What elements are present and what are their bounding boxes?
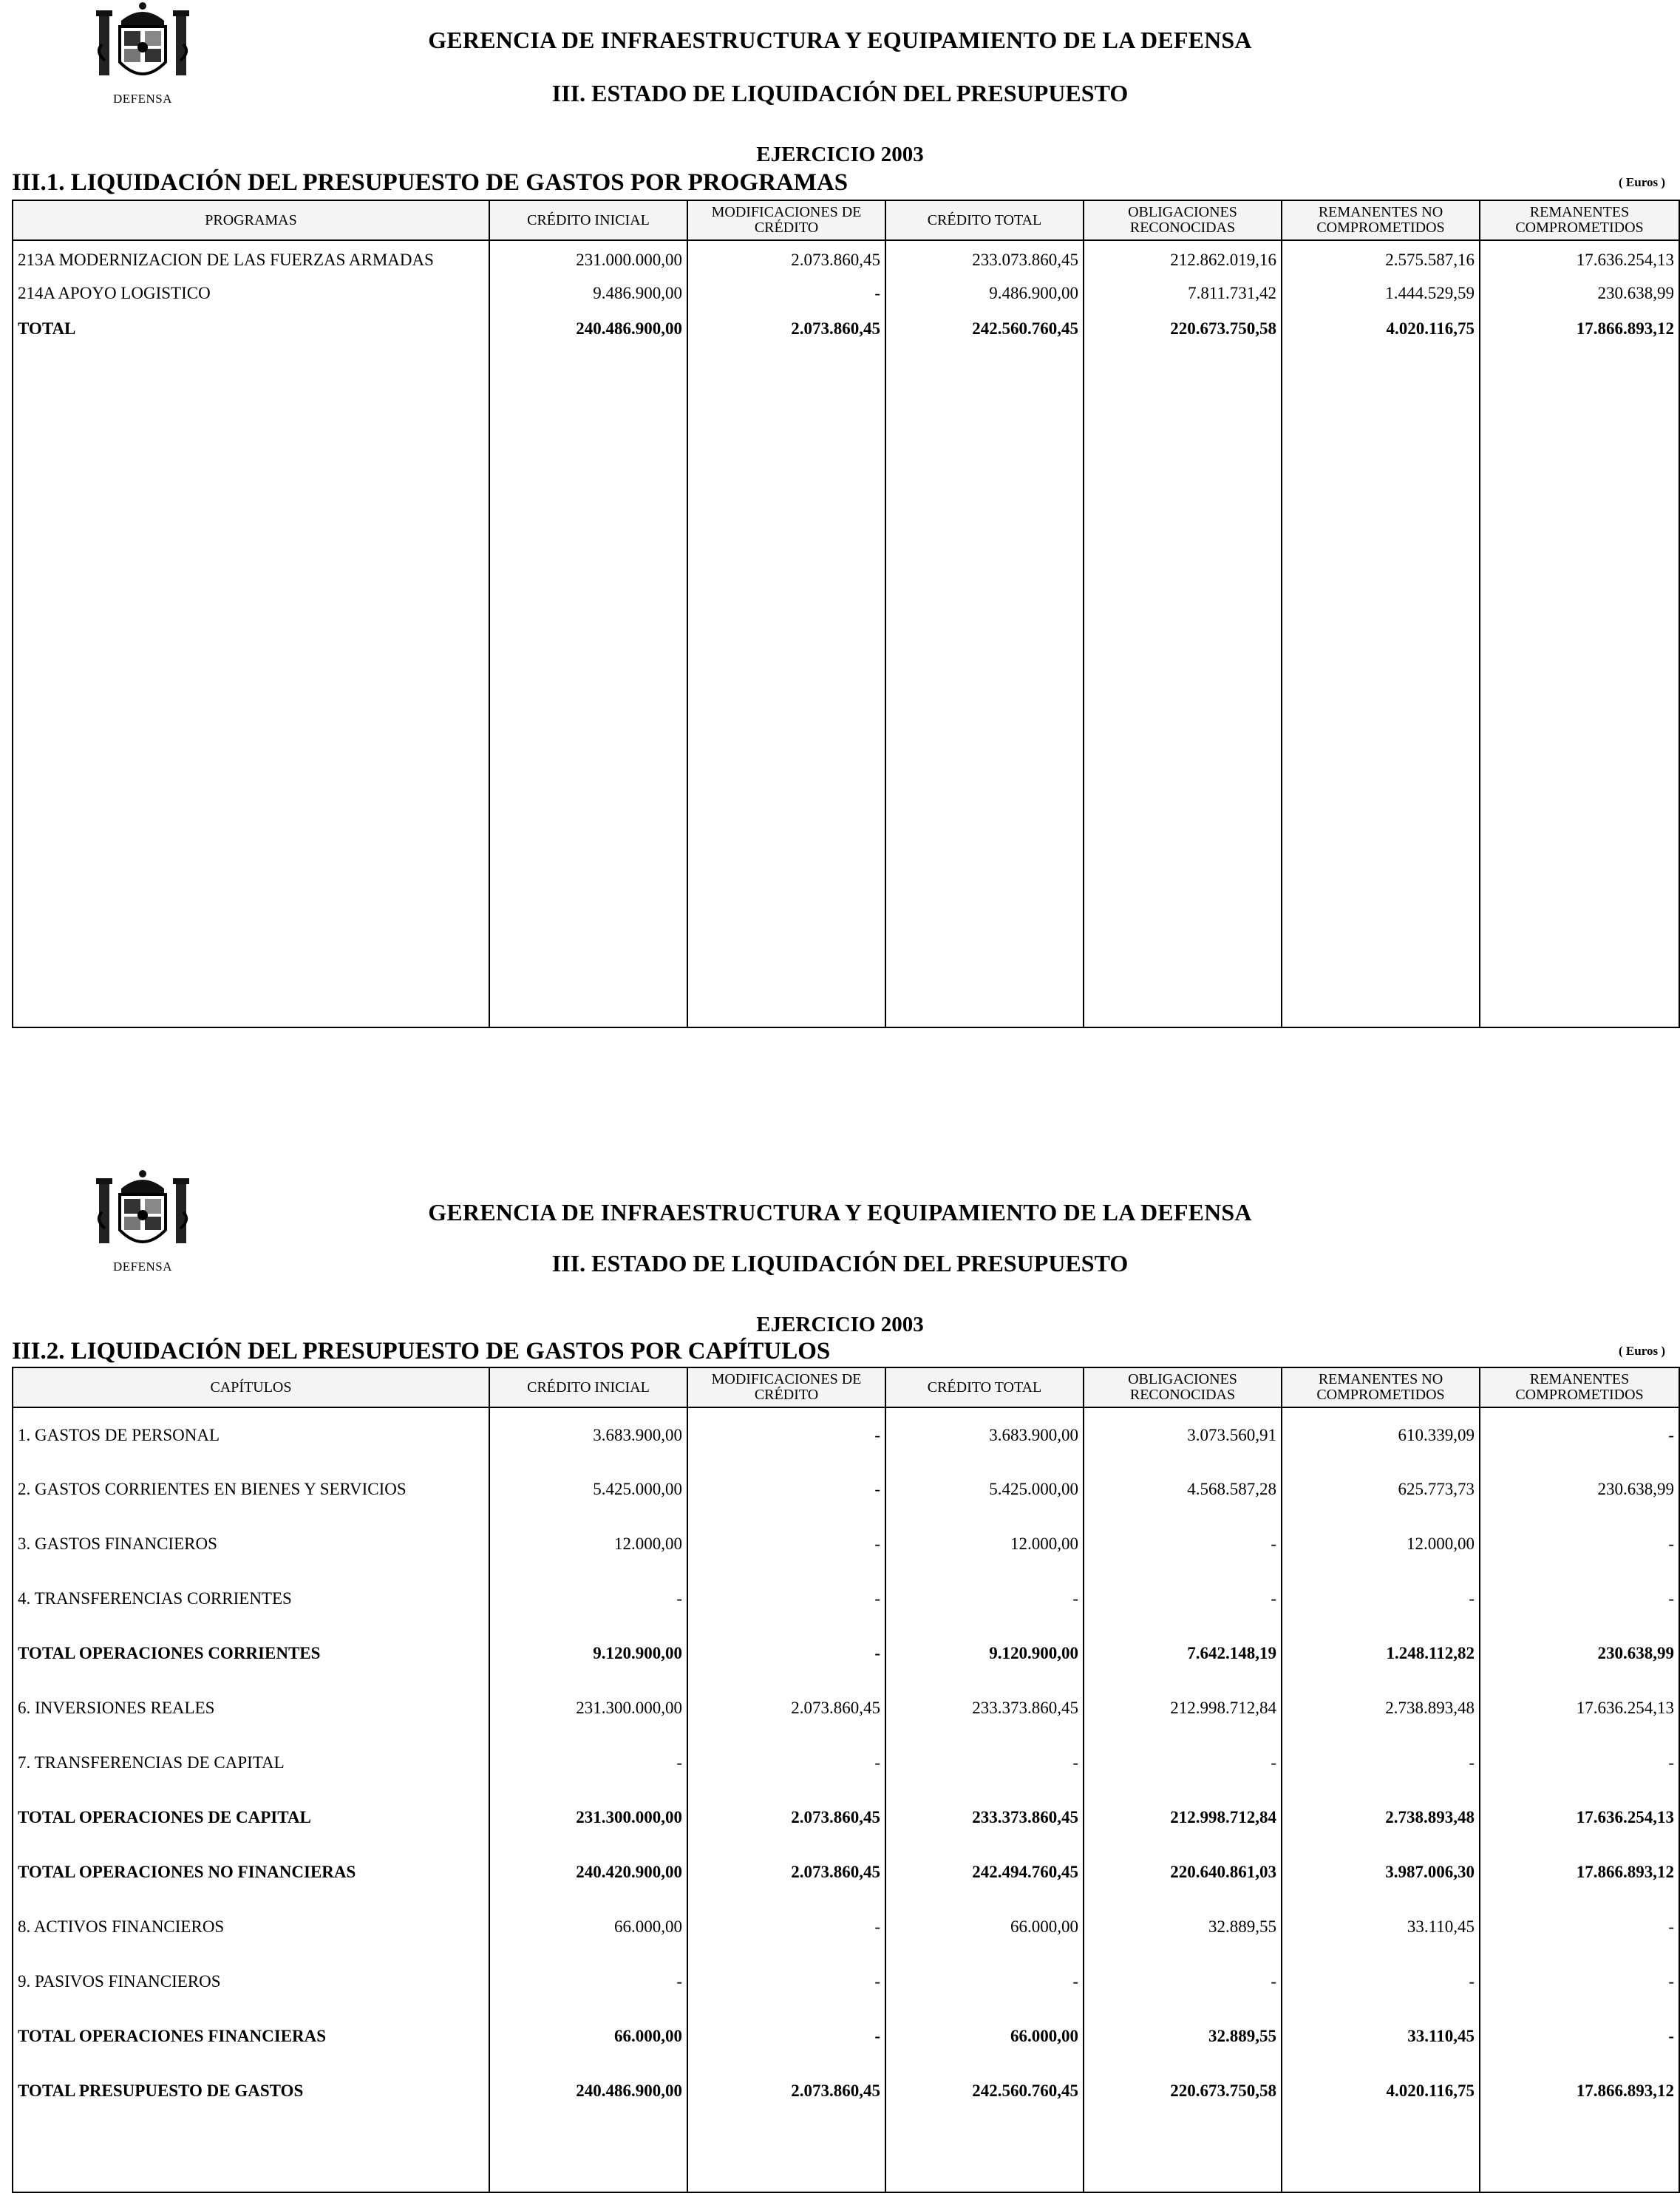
empty-cell xyxy=(1282,2118,1480,2192)
cell-value: 242.560.760,45 xyxy=(885,2064,1084,2118)
cell-value: - xyxy=(1084,1517,1282,1571)
cell-value: - xyxy=(489,1954,687,2009)
sub-title: III. ESTADO DE LIQUIDACIÓN DEL PRESUPUESTO xyxy=(551,80,1129,106)
cell-value: - xyxy=(1084,1954,1282,2009)
empty-cell xyxy=(1084,347,1282,1027)
row-label: 4. TRANSFERENCIAS CORRIENTES xyxy=(13,1571,489,1626)
cell-value: - xyxy=(885,1736,1084,1790)
cell-value: 12.000,00 xyxy=(1282,1517,1480,1571)
cell-value: 4.020.116,75 xyxy=(1282,311,1480,347)
cell-value: 12.000,00 xyxy=(489,1517,687,1571)
cell-value: - xyxy=(489,1571,687,1626)
cell-value: 3.683.900,00 xyxy=(885,1407,1084,1462)
cell-value: 9.486.900,00 xyxy=(489,276,687,311)
cell-value: - xyxy=(687,1571,885,1626)
row-label: 8. ACTIVOS FINANCIEROS xyxy=(13,1900,489,1954)
cell-value: 610.339,09 xyxy=(1282,1407,1480,1462)
cell-value: 212.998.712,84 xyxy=(1084,1790,1282,1845)
cell-value: 66.000,00 xyxy=(885,1900,1084,1954)
cell-value: 233.373.860,45 xyxy=(885,1681,1084,1736)
cell-value: - xyxy=(687,1462,885,1517)
logo-label: DEFENSA xyxy=(112,92,172,106)
empty-cell xyxy=(885,2118,1084,2192)
column-header: CAPÍTULOS xyxy=(13,1367,489,1407)
programas-page xyxy=(0,0,1680,1035)
cell-value: - xyxy=(1480,1571,1679,1626)
cell-value: 212.862.019,16 xyxy=(1084,240,1282,276)
row-label: TOTAL xyxy=(13,311,489,347)
cell-value: 1.248.112,82 xyxy=(1282,1626,1480,1681)
empty-cell xyxy=(687,347,885,1027)
cell-value: - xyxy=(1282,1571,1480,1626)
cell-value: 3.073.560,91 xyxy=(1084,1407,1282,1462)
row-label: 6. INVERSIONES REALES xyxy=(13,1681,489,1736)
cell-value: - xyxy=(1480,1900,1679,1954)
table-row xyxy=(13,276,1679,311)
empty-cell xyxy=(1480,347,1679,1027)
cell-value: 2.073.860,45 xyxy=(687,311,885,347)
cell-value: 3.987.006,30 xyxy=(1282,1845,1480,1900)
empty-cell xyxy=(1282,347,1480,1027)
cell-value: 33.110,45 xyxy=(1282,1900,1480,1954)
cell-value: - xyxy=(1480,1407,1679,1462)
capitulos-page xyxy=(0,1168,1680,2199)
row-label: TOTAL OPERACIONES CORRIENTES xyxy=(13,1626,489,1681)
cell-value: 5.425.000,00 xyxy=(489,1462,687,1517)
cell-value: - xyxy=(885,1954,1084,2009)
cell-value: 240.486.900,00 xyxy=(489,311,687,347)
row-label: TOTAL PRESUPUESTO DE GASTOS xyxy=(13,2064,489,2118)
cell-value: - xyxy=(687,1517,885,1571)
cell-value: 230.638,99 xyxy=(1480,1626,1679,1681)
column-header: CRÉDITO INICIAL xyxy=(489,1367,687,1407)
cell-value: 3.683.900,00 xyxy=(489,1407,687,1462)
filler-row xyxy=(13,2118,1679,2192)
table-row xyxy=(13,1900,1679,1954)
cell-value: 17.866.893,12 xyxy=(1480,1845,1679,1900)
cell-value: 231.300.000,00 xyxy=(489,1790,687,1845)
column-header: PROGRAMAS xyxy=(13,200,489,240)
cell-value: - xyxy=(1480,1954,1679,2009)
cell-value: - xyxy=(1480,1517,1679,1571)
org-title: GERENCIA DE INFRAESTRUCTURA Y EQUIPAMIENTO DE LA DEFENSA xyxy=(428,27,1252,53)
row-label: 1. GASTOS DE PERSONAL xyxy=(13,1407,489,1462)
cell-value: 17.866.893,12 xyxy=(1480,2064,1679,2118)
cell-value: 32.889,55 xyxy=(1084,2009,1282,2064)
cell-value: 220.673.750,58 xyxy=(1084,2064,1282,2118)
table-row xyxy=(13,240,1679,276)
cell-value: 2.073.860,45 xyxy=(687,1845,885,1900)
filler-row xyxy=(13,347,1679,1027)
cell-value: - xyxy=(885,1571,1084,1626)
cell-value: 66.000,00 xyxy=(489,2009,687,2064)
cell-value: 66.000,00 xyxy=(885,2009,1084,2064)
cell-value: 7.642.148,19 xyxy=(1084,1626,1282,1681)
column-header: OBLIGACIONES RECONOCIDAS xyxy=(1084,1367,1282,1407)
row-label: TOTAL OPERACIONES DE CAPITAL xyxy=(13,1790,489,1845)
empty-cell xyxy=(489,347,687,1027)
cell-value: 32.889,55 xyxy=(1084,1900,1282,1954)
cell-value: 220.673.750,58 xyxy=(1084,311,1282,347)
column-header: REMANENTES NO COMPROMETIDOS xyxy=(1282,200,1480,240)
cell-value: 2.073.860,45 xyxy=(687,1790,885,1845)
cell-value: - xyxy=(1282,1954,1480,2009)
empty-cell xyxy=(13,2118,489,2192)
cell-value: - xyxy=(1084,1736,1282,1790)
column-header: REMANENTES NO COMPROMETIDOS xyxy=(1282,1367,1480,1407)
cell-value: 2.575.587,16 xyxy=(1282,240,1480,276)
cell-value: 242.560.760,45 xyxy=(885,311,1084,347)
table-row xyxy=(13,1736,1679,1790)
cell-value: 33.110,45 xyxy=(1282,2009,1480,2064)
units-label: ( Euros ) xyxy=(1619,175,1665,189)
cell-value: 7.811.731,42 xyxy=(1084,276,1282,311)
cell-value: - xyxy=(1480,2009,1679,2064)
units-label: ( Euros ) xyxy=(1619,1344,1665,1358)
column-header: MODIFICACIONES DE CRÉDITO xyxy=(687,200,885,240)
cell-value: - xyxy=(687,1900,885,1954)
cell-value: 17.636.254,13 xyxy=(1480,1681,1679,1736)
capitulos-table xyxy=(12,1367,1680,2193)
cell-value: 5.425.000,00 xyxy=(885,1462,1084,1517)
row-label: 214A APOYO LOGISTICO xyxy=(13,276,489,311)
cell-value: 240.420.900,00 xyxy=(489,1845,687,1900)
cell-value: - xyxy=(1282,1736,1480,1790)
table-row xyxy=(13,1571,1679,1626)
table-row xyxy=(13,2064,1679,2118)
empty-cell xyxy=(885,347,1084,1027)
cell-value: 625.773,73 xyxy=(1282,1462,1480,1517)
cell-value: 12.000,00 xyxy=(885,1517,1084,1571)
cell-value: 220.640.861,03 xyxy=(1084,1845,1282,1900)
cell-value: 4.020.116,75 xyxy=(1282,2064,1480,2118)
row-label: 9. PASIVOS FINANCIEROS xyxy=(13,1954,489,2009)
cell-value: 233.073.860,45 xyxy=(885,240,1084,276)
row-label: 7. TRANSFERENCIAS DE CAPITAL xyxy=(13,1736,489,1790)
table-row xyxy=(13,1681,1679,1736)
table-row xyxy=(13,2009,1679,2064)
row-label: TOTAL OPERACIONES FINANCIERAS xyxy=(13,2009,489,2064)
empty-cell xyxy=(1084,2118,1282,2192)
column-header: CRÉDITO INICIAL xyxy=(489,200,687,240)
cell-value: 2.738.893,48 xyxy=(1282,1681,1480,1736)
year-label: EJERCICIO 2003 xyxy=(756,1313,924,1336)
cell-value: 17.866.893,12 xyxy=(1480,311,1679,347)
table-title: III.1. LIQUIDACIÓN DEL PRESUPUESTO DE GASTOS POR PROGRAMAS xyxy=(12,169,848,196)
cell-value: 4.568.587,28 xyxy=(1084,1462,1282,1517)
cell-value: 231.000.000,00 xyxy=(489,240,687,276)
empty-cell xyxy=(13,347,489,1027)
table-row xyxy=(13,1462,1679,1517)
row-label: 2. GASTOS CORRIENTES EN BIENES Y SERVICIOS xyxy=(13,1462,489,1517)
cell-value: 17.636.254,13 xyxy=(1480,1790,1679,1845)
programas-table xyxy=(12,200,1680,1028)
table-row xyxy=(13,311,1679,347)
column-header: REMANENTES COMPROMETIDOS xyxy=(1480,1367,1679,1407)
cell-value: 2.073.860,45 xyxy=(687,1681,885,1736)
cell-value: 2.073.860,45 xyxy=(687,2064,885,2118)
table-row xyxy=(13,1517,1679,1571)
cell-value: 9.120.900,00 xyxy=(489,1626,687,1681)
year-label: EJERCICIO 2003 xyxy=(756,143,924,166)
cell-value: - xyxy=(687,276,885,311)
table-row xyxy=(13,1954,1679,2009)
cell-value: - xyxy=(489,1736,687,1790)
cell-value: - xyxy=(1480,1736,1679,1790)
cell-value: 230.638,99 xyxy=(1480,1462,1679,1517)
row-label: TOTAL OPERACIONES NO FINANCIERAS xyxy=(13,1845,489,1900)
cell-value: 230.638,99 xyxy=(1480,276,1679,311)
empty-cell xyxy=(489,2118,687,2192)
cell-value: 17.636.254,13 xyxy=(1480,240,1679,276)
cell-value: - xyxy=(687,1626,885,1681)
logo-label: DEFENSA xyxy=(112,1260,172,1274)
empty-cell xyxy=(1480,2118,1679,2192)
row-label: 3. GASTOS FINANCIEROS xyxy=(13,1517,489,1571)
table-row xyxy=(13,1845,1679,1900)
cell-value: 240.486.900,00 xyxy=(489,2064,687,2118)
cell-value: 242.494.760,45 xyxy=(885,1845,1084,1900)
cell-value: 2.738.893,48 xyxy=(1282,1790,1480,1845)
column-header: OBLIGACIONES RECONOCIDAS xyxy=(1084,200,1282,240)
empty-cell xyxy=(687,2118,885,2192)
org-title: GERENCIA DE INFRAESTRUCTURA Y EQUIPAMIENTO DE LA DEFENSA xyxy=(428,1199,1252,1226)
cell-value: 1.444.529,59 xyxy=(1282,276,1480,311)
cell-value: - xyxy=(687,2009,885,2064)
cell-value: 66.000,00 xyxy=(489,1900,687,1954)
cell-value: 9.486.900,00 xyxy=(885,276,1084,311)
sub-title: III. ESTADO DE LIQUIDACIÓN DEL PRESUPUESTO xyxy=(551,1250,1129,1277)
cell-value: 212.998.712,84 xyxy=(1084,1681,1282,1736)
cell-value: 2.073.860,45 xyxy=(687,240,885,276)
cell-value: - xyxy=(687,1736,885,1790)
cell-value: - xyxy=(687,1954,885,2009)
table-row xyxy=(13,1626,1679,1681)
column-header: CRÉDITO TOTAL xyxy=(885,1367,1084,1407)
table-row xyxy=(13,1790,1679,1845)
cell-value: - xyxy=(687,1407,885,1462)
column-header: CRÉDITO TOTAL xyxy=(885,200,1084,240)
cell-value: 233.373.860,45 xyxy=(885,1790,1084,1845)
table-title: III.2. LIQUIDACIÓN DEL PRESUPUESTO DE GASTOS POR CAPÍTULOS xyxy=(12,1338,831,1364)
column-header: MODIFICACIONES DE CRÉDITO xyxy=(687,1367,885,1407)
cell-value: 9.120.900,00 xyxy=(885,1626,1084,1681)
cell-value: - xyxy=(1084,1571,1282,1626)
table-row xyxy=(13,1407,1679,1462)
column-header: REMANENTES COMPROMETIDOS xyxy=(1480,200,1679,240)
row-label: 213A MODERNIZACION DE LAS FUERZAS ARMADAS xyxy=(13,240,489,276)
cell-value: 231.300.000,00 xyxy=(489,1681,687,1736)
